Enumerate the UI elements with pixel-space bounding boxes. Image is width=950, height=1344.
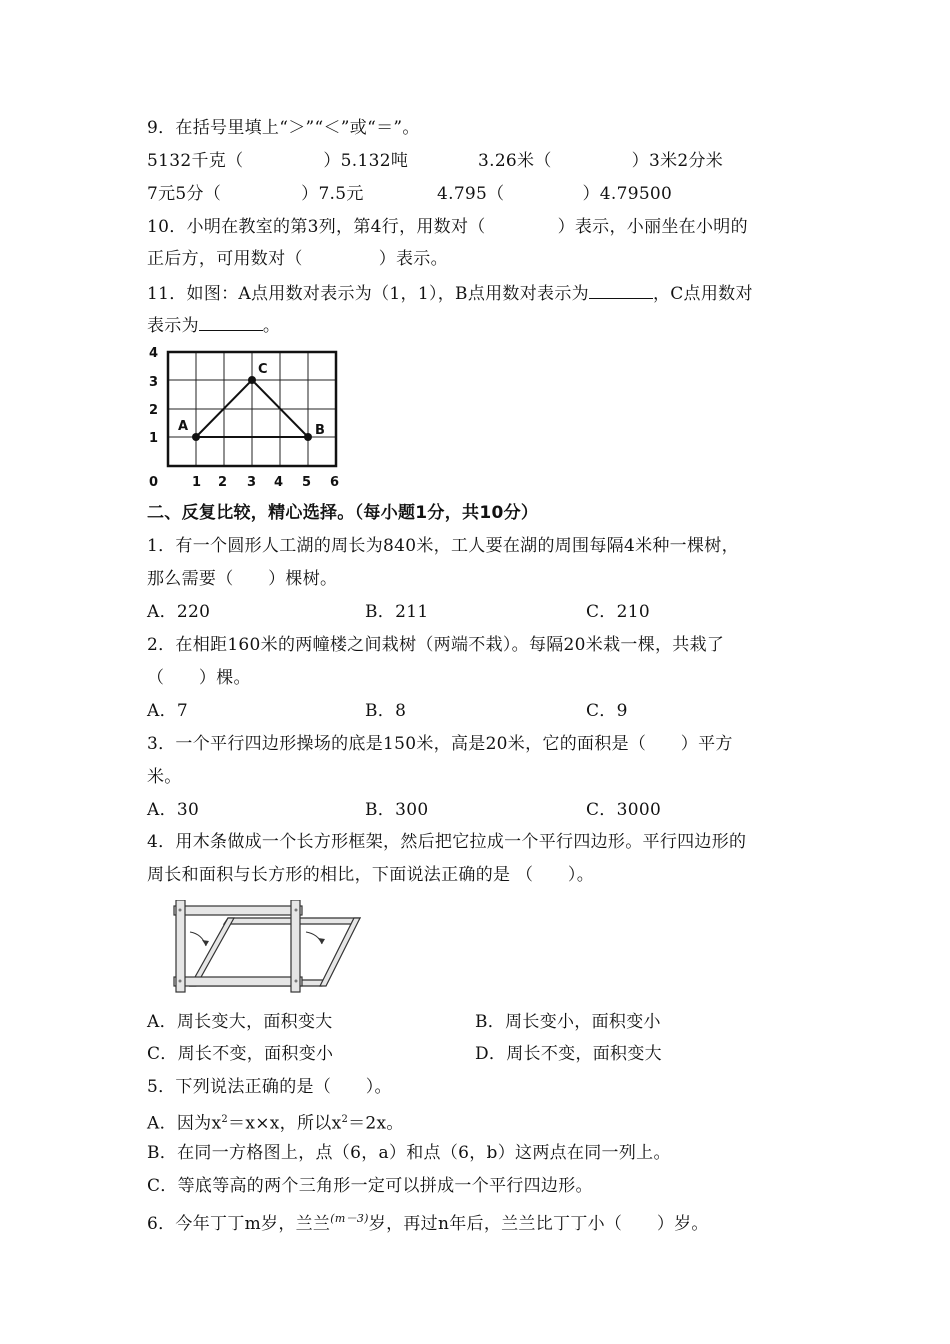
x-tick-6: 6 [330, 475, 340, 490]
s4-line1: 4．用木条做成一个长方形框架，然后把它拉成一个平行四边形。平行四边形的 [147, 832, 747, 852]
point-c-label: C [258, 362, 268, 377]
q11-line1: 11．如图：A点用数对表示为（1，1），B点用数对表示为 ，C点用数对 [147, 284, 753, 304]
q10-line2: 正后方，可用数对（ ）表示。 [147, 249, 448, 269]
x-tick-2: 2 [218, 475, 228, 490]
coordinate-grid-figure [140, 338, 350, 498]
point-a-dot [192, 433, 200, 441]
s1-option-c: C．210 [586, 602, 650, 622]
s6-line1: 6．今年丁丁m岁，兰兰$^{(m-3)}$岁，再过n年后，兰兰比丁丁小（ ）岁。 [147, 1212, 709, 1234]
q10-line1: 10．小明在教室的第3列，第4行，用数对（ ）表示，小丽坐在小明的 [147, 217, 748, 237]
s3-option-c: C．3000 [586, 800, 662, 820]
y-tick-3: 3 [149, 375, 159, 390]
point-b-label: B [315, 423, 325, 438]
s3-option-b: B．300 [365, 800, 429, 820]
q9-r1a: 5132千克（ ）5.132吨 [147, 151, 409, 171]
s5-option-c: C．等底等高的两个三角形一定可以拼成一个平行四边形。 [147, 1176, 593, 1196]
q9-r2a: 7元5分（ ）7.5元 [147, 184, 364, 204]
s2-option-a: A．7 [147, 701, 188, 721]
x-tick-0: 0 [149, 475, 159, 490]
s6-expression: (m－3) [330, 1212, 369, 1225]
x-tick-5: 5 [302, 475, 312, 490]
point-c-dot [248, 376, 256, 384]
q9-r2b: 4.795（ ）4.79500 [437, 184, 673, 204]
s2-line2: （ ）棵。 [147, 668, 251, 688]
q9-r1b: 3.26米（ ）3米2分米 [478, 151, 724, 171]
s3-line2: 米。 [147, 767, 182, 787]
q9-title: 9．在括号里填上“＞”“＜”或“＝”。 [147, 118, 420, 138]
s3-line1: 3．一个平行四边形操场的底是150米，高是20米，它的面积是（ ）平方 [147, 734, 733, 754]
x-tick-3: 3 [247, 475, 257, 490]
wooden-frame-figure [168, 900, 368, 1000]
q11-line2: 表示为 。 [147, 316, 281, 336]
s5-option-b: B．在同一方格图上，点（6，a）和点（6，b）这两点在同一列上。 [147, 1143, 671, 1163]
section-2-heading: 二、反复比较，精心选择。（每小题1分，共10分） [147, 503, 539, 523]
s5-option-a: A．因为$x^2=x\times x$，所以$x^2=2x$。 [147, 1113, 404, 1134]
x-tick-1: 1 [192, 475, 202, 490]
point-a-label: A [178, 419, 189, 434]
s1-line1: 1．有一个圆形人工湖的周长为840米，工人要在湖的周围每隔4米种一棵树， [147, 536, 739, 556]
s2-option-b: B．8 [365, 701, 407, 721]
s4-option-d: D．周长不变，面积变大 [475, 1044, 662, 1064]
y-tick-2: 2 [149, 403, 159, 418]
y-tick-4: 4 [149, 346, 159, 361]
s4-option-b: B．周长变小，面积变小 [475, 1012, 661, 1032]
s2-option-c: C．9 [586, 701, 628, 721]
s4-option-a: A．周长变大，面积变大 [147, 1012, 333, 1032]
s3-option-a: A．30 [147, 800, 200, 820]
y-tick-1: 1 [149, 431, 159, 446]
s4-line2: 周长和面积与长方形的相比，下面说法正确的是 （ ）。 [147, 865, 595, 885]
s1-line2: 那么需要（ ）棵树。 [147, 569, 338, 589]
s5-line1: 5．下列说法正确的是（ ）。 [147, 1077, 392, 1097]
s2-line1: 2．在相距160米的两幢楼之间栽树（两端不栽）。每隔20米栽一棵，共栽了 [147, 635, 725, 655]
s1-option-b: B．211 [365, 602, 429, 622]
point-b-dot [304, 433, 312, 441]
s4-option-c: C．周长不变，面积变小 [147, 1044, 334, 1064]
s1-option-a: A．220 [147, 602, 211, 622]
x-tick-4: 4 [274, 475, 284, 490]
